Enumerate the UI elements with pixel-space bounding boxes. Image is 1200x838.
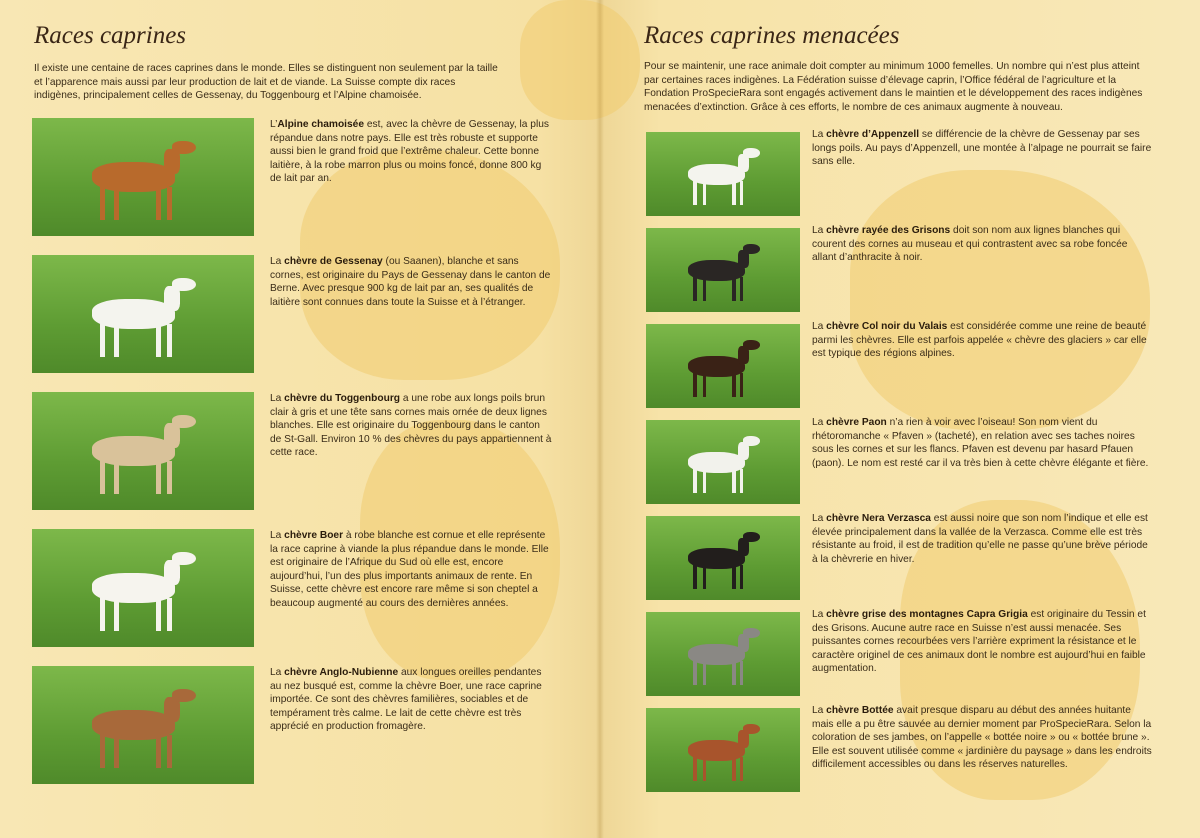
breed-prefix: La bbox=[812, 609, 827, 620]
breed-prefix: La bbox=[812, 513, 827, 524]
breed-description bbox=[270, 118, 552, 186]
breed-name: chèvre Col noir du Valais bbox=[826, 321, 948, 332]
goat-leg bbox=[703, 565, 707, 589]
goat-leg bbox=[100, 735, 105, 768]
goat-leg bbox=[732, 661, 736, 685]
breed-name: chèvre d’Appenzell bbox=[826, 129, 920, 140]
breed-text: est aussi noire que son nom l’indique et elle est élevée principalement dans la vallée de la Verzasca. Comme elle est très résistante au froid, il est de tradition qu’elle ne passe qu’une brève période à la chèvrerie en hiver. bbox=[812, 513, 1148, 565]
breed-name: chèvre Nera Verzasca bbox=[826, 513, 931, 524]
breed-description bbox=[812, 608, 1152, 676]
goat-figure bbox=[677, 435, 769, 494]
goat-leg bbox=[703, 661, 707, 685]
goat-leg bbox=[167, 187, 172, 220]
goat-leg bbox=[156, 461, 161, 494]
goat-leg bbox=[167, 324, 172, 357]
goat-figure bbox=[76, 276, 209, 359]
goat-head bbox=[172, 278, 196, 291]
breed-entry bbox=[0, 392, 598, 522]
breed-name: chèvre du Toggenbourg bbox=[284, 393, 401, 404]
goat-leg bbox=[740, 565, 744, 589]
goat-photo bbox=[646, 516, 800, 600]
goat-leg bbox=[703, 373, 707, 397]
goat-leg bbox=[732, 373, 736, 397]
breed-description bbox=[812, 416, 1152, 470]
breed-prefix: La bbox=[270, 667, 285, 678]
goat-leg bbox=[703, 277, 707, 301]
goat-leg bbox=[156, 735, 161, 768]
goat-figure bbox=[677, 243, 769, 302]
goat-leg bbox=[693, 661, 697, 685]
breed-name: Alpine chamoisée bbox=[277, 119, 364, 130]
goat-head bbox=[172, 552, 196, 565]
breed-prefix: La bbox=[812, 129, 827, 140]
breed-text: est, avec la chèvre de Gessenay, la plus répandue dans notre pays. Elle est très robuste et supporte aussi bien le grand froid que l’extrême chaleur. Cette bonne laitière, à la robe marron plus ou moins foncé, donne 800 kg de lait par an. bbox=[270, 119, 549, 185]
goat-leg bbox=[167, 461, 172, 494]
breed-name: chèvre grise des montagnes Capra Grigia bbox=[826, 609, 1028, 620]
goat-leg bbox=[740, 181, 744, 205]
goat-photo bbox=[646, 228, 800, 312]
goat-leg bbox=[100, 461, 105, 494]
breed-entry bbox=[0, 666, 598, 796]
goat-leg bbox=[703, 181, 707, 205]
breed-text: n’a rien à voir avec l’oiseau! Son nom vient du rhétoromanche « Pfaven » (tacheté), en relation avec ses taches noires sous les cornes et sur les flancs. Pfaven est devenu par hasard Pfauen (paon). Le nom est resté car il va très bien à cette chèvre élégante et fière. bbox=[812, 417, 1149, 469]
goat-figure bbox=[76, 139, 209, 222]
goat-leg bbox=[703, 469, 707, 493]
breed-entry bbox=[0, 529, 598, 659]
breed-text: (ou Saanen), blanche et sans cornes, est originaire du Pays de Gessenay dans le canton de Berne. Avec presque 900 kg de lait par an, ses qualités de laitière sont connues dans toute la Suisse et à l’étranger. bbox=[270, 256, 551, 308]
breed-text: avait presque disparu au début des années huitante mais elle a pu être sauvée au dernier moment par ProSpecieRara. Selon la coloration de ses jambes, on l’appelle « bottée noire » ou « bottée brune ». Elle est souvent utilisée comme « jardinière du paysage » dans les endroits difficilement accessibles ou dans les réserves naturelles. bbox=[812, 705, 1152, 771]
goat-figure bbox=[677, 627, 769, 686]
breed-text: est considérée comme une reine de beauté parmi les chèvres. Elle est parfois appelée « chèvre des glaciers » car elle est typique des régions alpines. bbox=[812, 321, 1147, 360]
breed-prefix: La bbox=[270, 530, 285, 541]
goat-leg bbox=[732, 757, 736, 781]
goat-figure bbox=[76, 687, 209, 770]
breed-prefix: La bbox=[812, 417, 827, 428]
breed-entry bbox=[0, 255, 598, 385]
goat-leg bbox=[732, 277, 736, 301]
goat-photo bbox=[32, 118, 254, 236]
breed-prefix: L’ bbox=[270, 119, 278, 130]
goat-leg bbox=[100, 324, 105, 357]
goat-figure bbox=[677, 531, 769, 590]
goat-leg bbox=[693, 373, 697, 397]
breed-description bbox=[812, 320, 1152, 361]
breed-text: est originaire du Tessin et des Grisons. Aucune autre race en Suisse n’est aussi menacée. Ses puissantes cornes recourbées vers l’arrière expriment la résistance et le caractère originel de ces animaux dont le nombre est aujourd’hui en faible augmentation. bbox=[812, 609, 1146, 675]
breed-description bbox=[812, 128, 1152, 169]
goat-figure bbox=[76, 550, 209, 633]
goat-leg bbox=[732, 469, 736, 493]
goat-leg bbox=[740, 277, 744, 301]
breed-text: aux longues oreilles pendantes au nez busqué est, comme la chèvre Boer, une race caprine importée. Ce sont des chèvres familières, sociables et de tempérament très calme. Le lait de cette chèvre est très apprécié en production fromagère. bbox=[270, 667, 542, 733]
goat-leg bbox=[114, 461, 119, 494]
breed-name: chèvre Boer bbox=[284, 530, 344, 541]
goat-head bbox=[743, 436, 760, 445]
goat-leg bbox=[740, 661, 744, 685]
breed-text: à robe blanche est cornue et elle représente la race caprine à viande la plus répandue dans le monde. Elle est originaire de l’Afrique du Sud où elle est, encore aujourd’hui, l’un des plus importants animaux de rente. En Suisse, cette chèvre est encore rare même si son cheptel a beaucoup augmenté au cours des dernières années. bbox=[270, 530, 549, 609]
goat-head bbox=[172, 141, 196, 154]
goat-photo bbox=[32, 529, 254, 647]
breed-name: chèvre Paon bbox=[826, 417, 887, 428]
goat-leg bbox=[693, 565, 697, 589]
goat-head bbox=[743, 340, 760, 349]
breed-name: chèvre de Gessenay bbox=[284, 256, 383, 267]
goat-photo bbox=[32, 255, 254, 373]
goat-leg bbox=[693, 277, 697, 301]
goat-head bbox=[172, 689, 196, 702]
goat-figure bbox=[677, 147, 769, 206]
goat-head bbox=[743, 532, 760, 541]
goat-leg bbox=[740, 373, 744, 397]
breed-entry bbox=[0, 118, 598, 248]
breed-name: chèvre Bottée bbox=[826, 705, 894, 716]
goat-figure bbox=[677, 339, 769, 398]
goat-figure bbox=[677, 723, 769, 782]
goat-photo bbox=[646, 420, 800, 504]
breed-prefix: La bbox=[812, 705, 827, 716]
breed-description bbox=[270, 392, 552, 460]
goat-leg bbox=[114, 735, 119, 768]
goat-leg bbox=[693, 469, 697, 493]
goat-leg bbox=[114, 187, 119, 220]
breed-prefix: La bbox=[270, 256, 285, 267]
goat-leg bbox=[740, 469, 744, 493]
goat-leg bbox=[167, 598, 172, 631]
goat-head bbox=[743, 244, 760, 253]
goat-leg bbox=[156, 324, 161, 357]
breed-prefix: La bbox=[812, 321, 827, 332]
left-page bbox=[0, 0, 598, 838]
right-page bbox=[602, 0, 1200, 838]
goat-leg bbox=[693, 181, 697, 205]
breed-text: doit son nom aux lignes blanches qui courent des cornes au museau et qui contrastent avec sa robe foncée allant d’anthracite à noir. bbox=[812, 225, 1128, 264]
goat-photo bbox=[646, 132, 800, 216]
goat-leg bbox=[156, 598, 161, 631]
breed-description bbox=[812, 704, 1152, 772]
breed-description bbox=[812, 224, 1152, 265]
goat-leg bbox=[100, 187, 105, 220]
breed-text: se différencie de la chèvre de Gessenay par ses longs poils. Au pays d’Appenzell, une montée à l’alpage ne pourrait se faire sans elle. bbox=[812, 129, 1152, 168]
goat-leg bbox=[732, 181, 736, 205]
goat-photo bbox=[646, 324, 800, 408]
page-title: Races caprines menacées bbox=[644, 22, 900, 49]
goat-photo bbox=[646, 708, 800, 792]
goat-photo bbox=[646, 612, 800, 696]
breed-name: chèvre rayée des Grisons bbox=[826, 225, 951, 236]
breed-name: chèvre Anglo-Nubienne bbox=[284, 667, 399, 678]
goat-leg bbox=[114, 324, 119, 357]
goat-photo bbox=[32, 666, 254, 784]
breed-prefix: La bbox=[270, 393, 285, 404]
goat-leg bbox=[167, 735, 172, 768]
goat-photo bbox=[32, 392, 254, 510]
goat-figure bbox=[76, 413, 209, 496]
goat-leg bbox=[156, 187, 161, 220]
breed-entry bbox=[602, 705, 1200, 838]
goat-head bbox=[743, 148, 760, 157]
breed-prefix: La bbox=[812, 225, 827, 236]
goat-leg bbox=[732, 565, 736, 589]
goat-leg bbox=[740, 757, 744, 781]
intro-paragraph: Il existe une centaine de races caprines dans le monde. Elles se distinguent non seulement par la taille et l’apparence mais aussi par leur production de lait et de viande. La Suisse compte dix races indigènes, principalement celles de Gessenay, du Toggenbourg et l’Alpine chamoisée. bbox=[34, 63, 498, 102]
breed-description bbox=[270, 255, 552, 309]
goat-head bbox=[743, 628, 760, 637]
goat-head bbox=[743, 724, 760, 733]
breed-description bbox=[270, 529, 552, 611]
breed-description bbox=[812, 512, 1152, 566]
goat-leg bbox=[100, 598, 105, 631]
goat-leg bbox=[114, 598, 119, 631]
goat-leg bbox=[693, 757, 697, 781]
goat-leg bbox=[703, 757, 707, 781]
breed-text: a une robe aux longs poils brun clair à gris et une tête sans cornes mais ornée de deux lignes blanches. Elle est originaire du Toggenbourg dans le canton de St-Gall. Environ 10 % des chèvres du pays appartiennent à cette race. bbox=[270, 393, 552, 459]
breed-description bbox=[270, 666, 552, 734]
intro-paragraph: Pour se maintenir, une race animale doit compter au minimum 1000 femelles. Un nombre qui n’est plus atteint par certaines races indigènes. La Fédération suisse d’élevage caprin, l’Office fédéral de l’agriculture et la Fondation ProSpecieRara sont engagés activement dans le maintien et le développement des races indigènes menacées d’extinction. Grâce à ces efforts, le nombre de ces animaux augmente à nouveau. bbox=[644, 61, 1143, 113]
goat-head bbox=[172, 415, 196, 428]
page-title: Races caprines bbox=[34, 22, 187, 49]
